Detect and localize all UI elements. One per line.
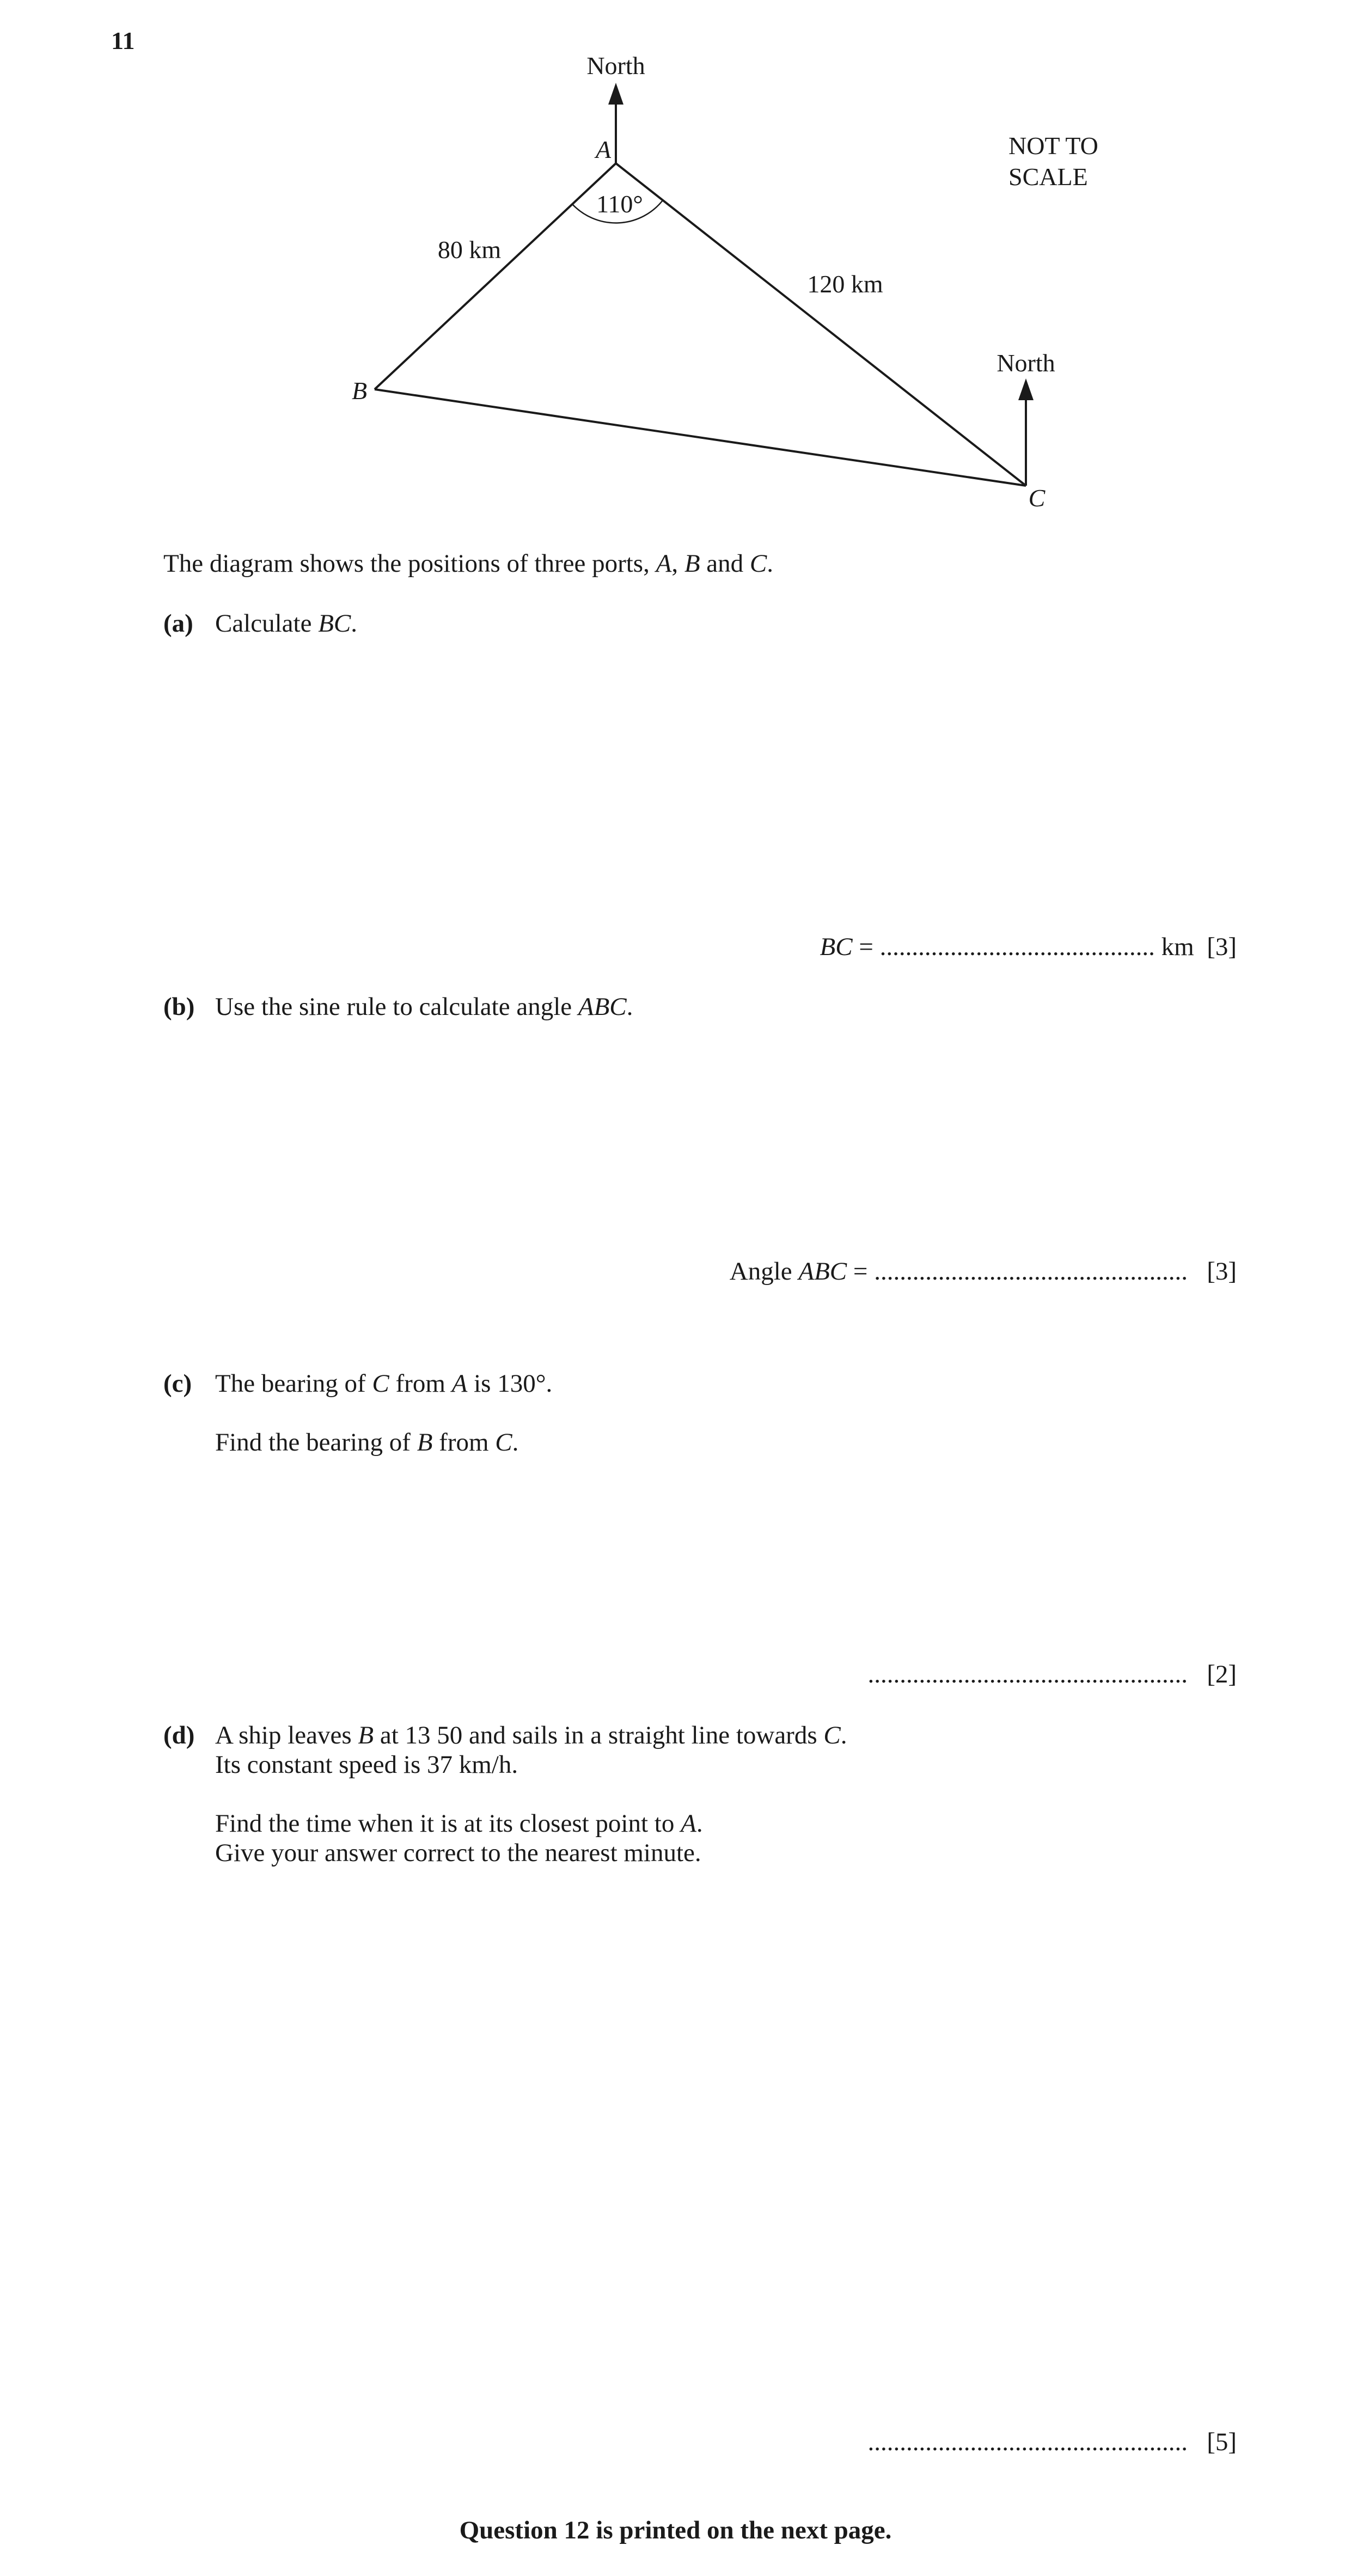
part-c-answer-line (867, 1660, 1237, 1689)
part-a-answer-line: BC = ........................................... km [3] (820, 933, 1237, 961)
part-d-line2: Its constant speed is 37 km/h. (215, 1751, 518, 1779)
part-d-line4: Give your answer correct to the nearest minute. (215, 1839, 701, 1867)
part-c-label: (c) (163, 1369, 192, 1398)
part-b-answer-line: Angle ABC = ................................................. [3] (729, 1257, 1237, 1286)
part-d-line1: A ship leaves B at 13 50 and sails in a straight line towards C. (215, 1721, 847, 1749)
north-label-a: North (586, 52, 645, 79)
part-c-marks: [2] (1207, 1660, 1237, 1688)
footer-note: Question 12 is printed on the next page. (459, 2516, 892, 2544)
length-ac: 120 km (807, 270, 883, 298)
part-b-answer-space[interactable]: ................................................. (874, 1257, 1188, 1286)
not-to-scale-line2: SCALE (1008, 163, 1088, 191)
part-a-text: Calculate BC. (215, 609, 358, 638)
point-b-label: B (351, 377, 368, 405)
part-d-answer-line (867, 2427, 1237, 2457)
angle-label: 110° (596, 190, 643, 218)
intro-text: The diagram shows the positions of three ports, A, B and C. (163, 549, 774, 578)
north-arrow-c-head (1018, 378, 1034, 400)
part-d-label: (d) (163, 1721, 195, 1749)
point-c-label: C (1028, 484, 1046, 512)
part-c-answer-space[interactable]: .................................................. (867, 1660, 1188, 1688)
part-c-line1: The bearing of C from A is 130°. (215, 1369, 553, 1398)
part-b-label: (b) (163, 993, 195, 1021)
side-bc (375, 389, 1026, 486)
not-to-scale-line1: NOT TO (1008, 132, 1098, 160)
north-arrow-a-head (608, 83, 623, 105)
question-number: 11 (111, 27, 135, 54)
part-b-marks: [3] (1207, 1257, 1237, 1286)
part-a-label: (a) (163, 609, 193, 638)
part-b-text: Use the sine rule to calculate angle ABC. (215, 993, 633, 1021)
part-a-answer-space[interactable]: ........................................... (879, 933, 1155, 961)
side-ab (375, 163, 616, 389)
part-c-line2: Find the bearing of B from C. (215, 1428, 519, 1457)
point-a-label: A (595, 136, 612, 163)
north-label-c: North (997, 349, 1055, 377)
part-d-answer-space[interactable]: .................................................. (867, 2428, 1188, 2456)
triangle-diagram (0, 0, 1351, 534)
side-ac (616, 163, 1026, 486)
part-a-marks: [3] (1207, 933, 1237, 961)
part-d-marks: [5] (1207, 2428, 1237, 2456)
part-d-line3: Find the time when it is at its closest point to A. (215, 1809, 703, 1838)
length-ab: 80 km (437, 236, 502, 264)
